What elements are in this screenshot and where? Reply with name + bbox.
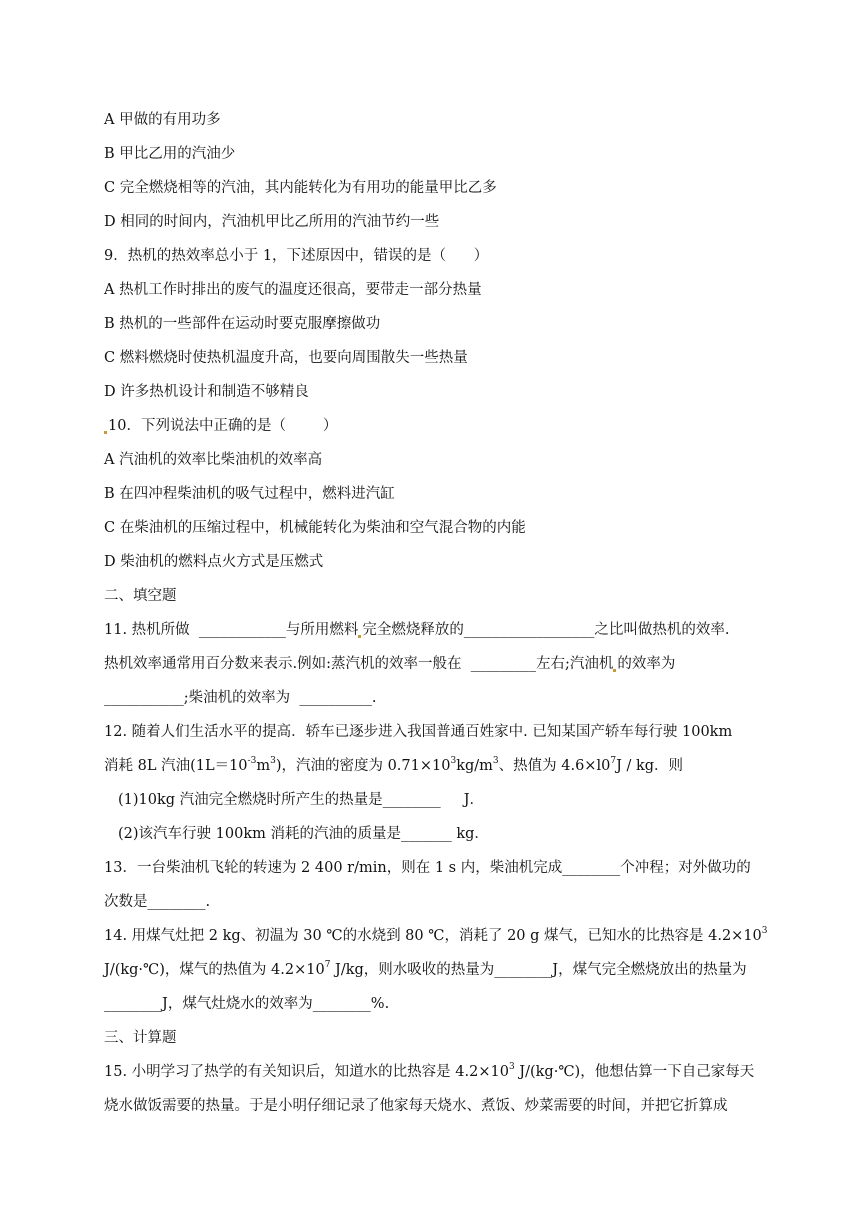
q14-superscript: 7 xyxy=(324,960,331,971)
q14-line-3: ________J，煤气灶烧水的效率为________%. xyxy=(104,996,390,1012)
q13-line-1: 13．一台柴油机飞轮的转速为 2 400 r/min，则在 1 s 内，柴油机完成________个冲程；对外做功的 xyxy=(104,860,751,876)
q12-text: kg/m xyxy=(456,758,493,774)
q14-text: J/(kg·℃)，煤气的热值为 4.2×10 xyxy=(104,962,325,978)
q10-option-a: A 汽油机的效率比柴油机的效率高 xyxy=(104,452,323,468)
q8-option-b: B 甲比乙用的汽油少 xyxy=(104,146,236,162)
q15-line-1 xyxy=(104,1062,754,1082)
section-fill-blank-heading: 二、填空题 xyxy=(104,588,177,604)
q12-superscript: -3 xyxy=(247,756,257,767)
q12-text: 消耗 8L 汽油(1L＝10 xyxy=(104,758,248,774)
q13-line-2: 次数是________. xyxy=(104,894,211,910)
q11-line2-part-b: 的效率为 xyxy=(617,656,676,672)
q12-text: 、热值为 4.6×l0 xyxy=(498,758,611,774)
q14-line-1 xyxy=(104,926,768,946)
q14-line-2 xyxy=(104,960,747,980)
dot-mark xyxy=(104,431,107,434)
q10-stem-line xyxy=(104,416,337,436)
q10-option-d: D 柴油机的燃料点火方式是压燃式 xyxy=(104,554,324,570)
q15-text: 15. 小明学习了热学的有关知识后，知道水的比热容是 4.2×10 xyxy=(104,1064,509,1080)
q9-option-c: C 燃料燃烧时使热机温度升高，也要向周围散失一些热量 xyxy=(104,350,468,366)
q12-superscript: 3 xyxy=(492,756,499,767)
dot-mark xyxy=(358,635,361,638)
q12-superscript: 3 xyxy=(450,756,457,767)
q15-superscript: 3 xyxy=(508,1062,515,1073)
q11-line2-part-a: 热机效率通常用百分数来表示.例如:蒸汽机的效率一般在 _________左右;汽油机 xyxy=(104,656,614,672)
q15-text: J/(kg·℃)，他想估算一下自己家每天 xyxy=(514,1064,755,1080)
q11-line-3: ___________;柴油机的效率为 __________. xyxy=(104,690,377,706)
q12-sub-2: (2)该汽车行驶 100km 消耗的汽油的质量是_______ kg． xyxy=(118,826,489,842)
q15-line-2: 烧水做饭需要的热量。于是小明仔细记录了他家每天烧水、煮饭、炒菜需要的时间，并把它折算成 xyxy=(104,1098,728,1114)
q8-option-d: D 相同的时间内，汽油机甲比乙所用的汽油节约一些 xyxy=(104,214,440,230)
q12-text: )，汽油的密度为 0.71×10 xyxy=(275,758,451,774)
q14-text: J/kg，则水吸收的热量为________J，煤气完全燃烧放出的热量为 xyxy=(330,962,747,978)
q9-option-d: D 许多热机设计和制造不够精良 xyxy=(104,384,309,400)
dot-mark xyxy=(613,669,616,672)
q12-line-1: 12. 随着人们生活水平的提高．轿车已逐步进入我国普通百姓家中. 已知某国产轿车每行驶 100km xyxy=(104,724,733,740)
q9-option-a: A 热机工作时排出的废气的温度还很高，要带走一部分热量 xyxy=(104,282,482,298)
q10-option-b: B 在四冲程柴油机的吸气过程中，燃料进汽缸 xyxy=(104,486,395,502)
q12-line-2 xyxy=(104,756,683,776)
q11-line1-part-a: 11. 热机所做 ____________与所用燃料 xyxy=(104,622,359,638)
q14-text: 14. 用煤气灶把 2 kg、初温为 30 ℃的水烧到 80 ℃，消耗了 20 g 煤气，已知水的比热容是 4.2×10 xyxy=(104,928,762,944)
q10-stem: 10．下列说法中正确的是（ ） xyxy=(108,418,338,434)
q8-option-c: C 完全燃烧相等的汽油，其内能转化为有用功的能量甲比乙多 xyxy=(104,180,497,196)
q14-superscript: 3 xyxy=(761,926,768,937)
q9-stem: 9．热机的热效率总小于 1，下述原因中，错误的是（ ） xyxy=(104,248,489,264)
q11-line-1 xyxy=(104,620,730,640)
q12-superscript: 3 xyxy=(270,756,276,767)
q10-option-c: C 在柴油机的压缩过程中，机械能转化为柴油和空气混合物的内能 xyxy=(104,520,526,536)
q12-text: J / kg．则 xyxy=(616,758,684,774)
q12-text: m xyxy=(256,758,271,774)
q12-sub-1: (1)10kg 汽油完全燃烧时所产生的热量是________ J． xyxy=(118,792,485,808)
section-calculation-heading: 三、计算题 xyxy=(104,1030,177,1046)
q9-option-b: B 热机的一些部件在运动时要克服摩擦做功 xyxy=(104,316,381,332)
q11-line-2 xyxy=(104,654,675,674)
q11-line1-part-b: 完全燃烧释放的__________________之比叫做热机的效率. xyxy=(362,622,730,638)
q8-option-a: A 甲做的有用功多 xyxy=(104,112,221,128)
q12-superscript: 7 xyxy=(610,756,617,767)
